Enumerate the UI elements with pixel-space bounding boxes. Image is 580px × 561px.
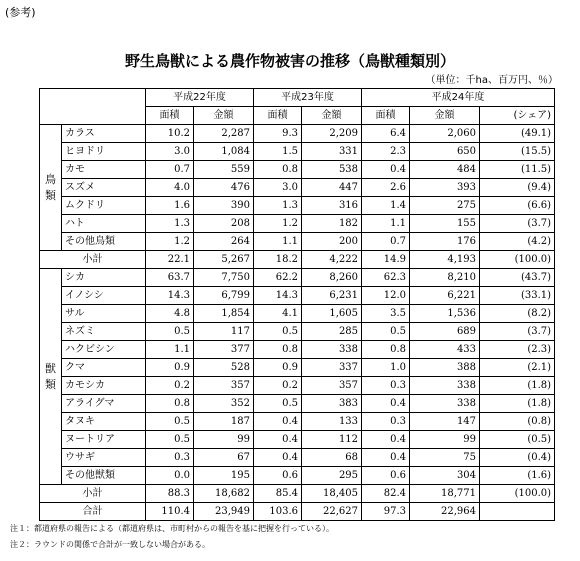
cell-m23: 2,209 (302, 125, 362, 143)
cell-m24: 176 (410, 233, 480, 251)
cell-a24: 14.9 (362, 251, 410, 269)
amount-header: 金額 (302, 107, 362, 125)
cell-a23: 103.6 (254, 503, 302, 521)
note-2: 注２：ラウンドの関係で合計が一致しない場合がある。 (10, 540, 210, 549)
table-row (40, 413, 555, 431)
cell-a24: 0.4 (362, 431, 410, 449)
group-label: 獣 類 (40, 269, 62, 485)
cell-m23: 6,231 (302, 287, 362, 305)
cell-m24: 8,210 (410, 269, 480, 287)
cell-a24: 12.0 (362, 287, 410, 305)
row-label: タヌキ (62, 413, 146, 431)
cell-m24: 433 (410, 341, 480, 359)
cell-a24: 2.3 (362, 143, 410, 161)
row-label: その他獣類 (62, 467, 146, 485)
cell-a22: 63.7 (146, 269, 194, 287)
row-label: アライグマ (62, 395, 146, 413)
cell-m23: 338 (302, 341, 362, 359)
cell-a23: 1.1 (254, 233, 302, 251)
cell-a24: 1.0 (362, 359, 410, 377)
cell-a24: 82.4 (362, 485, 410, 503)
cell-s24: (100.0) (480, 485, 555, 503)
table-row (40, 161, 555, 179)
cell-m23: 4,222 (302, 251, 362, 269)
cell-m24: 22,964 (410, 503, 480, 521)
table-row (40, 215, 555, 233)
cell-m23: 112 (302, 431, 362, 449)
cell-a24: 3.5 (362, 305, 410, 323)
cell-m24: 393 (410, 179, 480, 197)
share-header: (シェア) (480, 107, 555, 125)
table-row (40, 449, 555, 467)
cell-a22: 0.9 (146, 359, 194, 377)
row-label: イノシシ (62, 287, 146, 305)
cell-s24: (0.5) (480, 431, 555, 449)
row-label: ヒヨドリ (62, 143, 146, 161)
table-row (40, 467, 555, 485)
cell-a23: 0.4 (254, 449, 302, 467)
year-header-row (40, 89, 555, 107)
cell-a23: 9.3 (254, 125, 302, 143)
cell-m22: 1,854 (194, 305, 254, 323)
cell-m23: 1,605 (302, 305, 362, 323)
note-1: 注１：都道府県の報告による（都道府県は、市町村からの報告を基に把握を行っている）。 (10, 524, 334, 533)
table-row (40, 395, 555, 413)
table-row (40, 179, 555, 197)
cell-m24: 6,221 (410, 287, 480, 305)
cell-a22: 0.5 (146, 413, 194, 431)
cell-m24: 338 (410, 395, 480, 413)
cell-m22: 18,682 (194, 485, 254, 503)
subtotal-row (40, 251, 555, 269)
reference-label: (参考) (5, 6, 36, 19)
cell-a23: 1.3 (254, 197, 302, 215)
cell-s24: (15.5) (480, 143, 555, 161)
cell-a23: 1.2 (254, 215, 302, 233)
cell-a22: 1.2 (146, 233, 194, 251)
cell-a24: 0.3 (362, 413, 410, 431)
cell-m22: 377 (194, 341, 254, 359)
cell-s24: (33.1) (480, 287, 555, 305)
cell-s24: (1.8) (480, 377, 555, 395)
cell-a22: 1.6 (146, 197, 194, 215)
cell-a24: 2.6 (362, 179, 410, 197)
cell-m23: 316 (302, 197, 362, 215)
row-label: ウサギ (62, 449, 146, 467)
row-label: カモシカ (62, 377, 146, 395)
cell-a22: 4.8 (146, 305, 194, 323)
cell-a23: 0.9 (254, 359, 302, 377)
cell-a24: 0.3 (362, 377, 410, 395)
cell-a23: 0.5 (254, 323, 302, 341)
cell-m24: 147 (410, 413, 480, 431)
row-label: カラス (62, 125, 146, 143)
cell-m22: 476 (194, 179, 254, 197)
cell-a24: 0.4 (362, 395, 410, 413)
cell-m23: 295 (302, 467, 362, 485)
cell-m23: 357 (302, 377, 362, 395)
cell-a23: 0.8 (254, 161, 302, 179)
cell-a24: 0.6 (362, 467, 410, 485)
total-label: 合計 (40, 503, 146, 521)
table-row (40, 323, 555, 341)
cell-m22: 5,267 (194, 251, 254, 269)
cell-a24: 0.4 (362, 161, 410, 179)
cell-m24: 689 (410, 323, 480, 341)
cell-s24: (100.0) (480, 251, 555, 269)
cell-m23: 182 (302, 215, 362, 233)
cell-s24: (2.3) (480, 341, 555, 359)
cell-m22: 357 (194, 377, 254, 395)
row-label: ハクビシン (62, 341, 146, 359)
damage-table (39, 88, 555, 521)
cell-a24: 0.8 (362, 341, 410, 359)
cell-a22: 3.0 (146, 143, 194, 161)
cell-m22: 187 (194, 413, 254, 431)
cell-m24: 2,060 (410, 125, 480, 143)
cell-s24: (3.7) (480, 323, 555, 341)
cell-a22: 0.8 (146, 395, 194, 413)
cell-m24: 484 (410, 161, 480, 179)
cell-s24 (480, 503, 555, 521)
cell-m23: 133 (302, 413, 362, 431)
unit-label: （単位：千ha、百万円、％） (425, 75, 558, 86)
row-label: シカ (62, 269, 146, 287)
cell-s24: (1.8) (480, 395, 555, 413)
cell-a24: 0.5 (362, 323, 410, 341)
cell-m23: 337 (302, 359, 362, 377)
cell-m23: 200 (302, 233, 362, 251)
area-header: 面積 (362, 107, 410, 125)
cell-s24: (6.6) (480, 197, 555, 215)
cell-a23: 0.6 (254, 467, 302, 485)
row-label: ハト (62, 215, 146, 233)
cell-a22: 10.2 (146, 125, 194, 143)
table-row (40, 287, 555, 305)
cell-a24: 97.3 (362, 503, 410, 521)
cell-a24: 6.4 (362, 125, 410, 143)
cell-m24: 338 (410, 377, 480, 395)
cell-m24: 75 (410, 449, 480, 467)
cell-m23: 538 (302, 161, 362, 179)
cell-s24: (43.7) (480, 269, 555, 287)
table-row (40, 359, 555, 377)
cell-m22: 7,750 (194, 269, 254, 287)
cell-a24: 1.1 (362, 215, 410, 233)
cell-m22: 559 (194, 161, 254, 179)
cell-m23: 22,627 (302, 503, 362, 521)
cell-m22: 1,084 (194, 143, 254, 161)
cell-m22: 2,287 (194, 125, 254, 143)
cell-m24: 18,771 (410, 485, 480, 503)
cell-a23: 0.5 (254, 395, 302, 413)
cell-a23: 0.4 (254, 431, 302, 449)
cell-m24: 4,193 (410, 251, 480, 269)
total-row (40, 503, 555, 521)
cell-s24: (3.7) (480, 215, 555, 233)
cell-a24: 0.7 (362, 233, 410, 251)
cell-m24: 1,536 (410, 305, 480, 323)
cell-m23: 285 (302, 323, 362, 341)
cell-m22: 67 (194, 449, 254, 467)
amount-header: 金額 (410, 107, 480, 125)
cell-a23: 3.0 (254, 179, 302, 197)
cell-a23: 0.2 (254, 377, 302, 395)
table-body (40, 89, 555, 521)
cell-m22: 352 (194, 395, 254, 413)
cell-a23: 1.5 (254, 143, 302, 161)
row-label: クマ (62, 359, 146, 377)
page-title: 野生鳥獣による農作物被害の推移（鳥獣種類別） (124, 52, 455, 70)
cell-a22: 0.3 (146, 449, 194, 467)
cell-a23: 85.4 (254, 485, 302, 503)
cell-a23: 0.8 (254, 341, 302, 359)
cell-a22: 0.5 (146, 323, 194, 341)
cell-m22: 99 (194, 431, 254, 449)
subtotal-label: 小計 (40, 485, 146, 503)
cell-a22: 0.0 (146, 467, 194, 485)
cell-a23: 18.2 (254, 251, 302, 269)
cell-a23: 4.1 (254, 305, 302, 323)
cell-m22: 195 (194, 467, 254, 485)
cell-s24: (49.1) (480, 125, 555, 143)
year-header-24: 平成24年度 (362, 89, 555, 107)
row-label: スズメ (62, 179, 146, 197)
cell-m22: 23,949 (194, 503, 254, 521)
cell-m24: 304 (410, 467, 480, 485)
table-row (40, 305, 555, 323)
cell-m23: 447 (302, 179, 362, 197)
cell-s24: (9.4) (480, 179, 555, 197)
cell-s24: (11.5) (480, 161, 555, 179)
cell-a22: 14.3 (146, 287, 194, 305)
cell-s24: (4.2) (480, 233, 555, 251)
cell-a23: 62.2 (254, 269, 302, 287)
row-label: ネズミ (62, 323, 146, 341)
subtotal-row (40, 485, 555, 503)
cell-a22: 0.2 (146, 377, 194, 395)
cell-m22: 264 (194, 233, 254, 251)
amount-header: 金額 (194, 107, 254, 125)
row-label: サル (62, 305, 146, 323)
table-row (40, 233, 555, 251)
cell-a24: 1.4 (362, 197, 410, 215)
cell-a23: 0.4 (254, 413, 302, 431)
table-row (40, 431, 555, 449)
year-header-23: 平成23年度 (254, 89, 362, 107)
table-row (40, 341, 555, 359)
cell-m23: 331 (302, 143, 362, 161)
cell-s24: (2.1) (480, 359, 555, 377)
cell-m23: 18,405 (302, 485, 362, 503)
cell-a22: 0.5 (146, 431, 194, 449)
area-header: 面積 (146, 107, 194, 125)
group-label: 鳥 類 (40, 125, 62, 251)
row-label: ヌートリア (62, 431, 146, 449)
cell-m23: 8,260 (302, 269, 362, 287)
notes (10, 521, 334, 553)
row-label: カモ (62, 161, 146, 179)
table-row (40, 269, 555, 287)
row-label: ムクドリ (62, 197, 146, 215)
cell-a24: 0.4 (362, 449, 410, 467)
subtotal-label: 小計 (40, 251, 146, 269)
cell-a24: 62.3 (362, 269, 410, 287)
cell-a22: 1.1 (146, 341, 194, 359)
cell-m24: 155 (410, 215, 480, 233)
area-header: 面積 (254, 107, 302, 125)
cell-m24: 99 (410, 431, 480, 449)
cell-a22: 88.3 (146, 485, 194, 503)
corner-cell (40, 89, 146, 125)
table-row (40, 377, 555, 395)
cell-m24: 275 (410, 197, 480, 215)
year-header-22: 平成22年度 (146, 89, 254, 107)
cell-s24: (8.2) (480, 305, 555, 323)
table-row (40, 143, 555, 161)
row-label: その他鳥類 (62, 233, 146, 251)
cell-a23: 14.3 (254, 287, 302, 305)
cell-m22: 390 (194, 197, 254, 215)
cell-m22: 6,799 (194, 287, 254, 305)
cell-s24: (1.6) (480, 467, 555, 485)
cell-m22: 117 (194, 323, 254, 341)
cell-s24: (0.4) (480, 449, 555, 467)
cell-a22: 22.1 (146, 251, 194, 269)
cell-a22: 110.4 (146, 503, 194, 521)
cell-m22: 208 (194, 215, 254, 233)
cell-s24: (0.8) (480, 413, 555, 431)
cell-m22: 528 (194, 359, 254, 377)
cell-m23: 383 (302, 395, 362, 413)
cell-a22: 0.7 (146, 161, 194, 179)
table-row (40, 197, 555, 215)
cell-a22: 1.3 (146, 215, 194, 233)
cell-m24: 388 (410, 359, 480, 377)
cell-m24: 650 (410, 143, 480, 161)
cell-m23: 68 (302, 449, 362, 467)
table-row (40, 125, 555, 143)
cell-a22: 4.0 (146, 179, 194, 197)
